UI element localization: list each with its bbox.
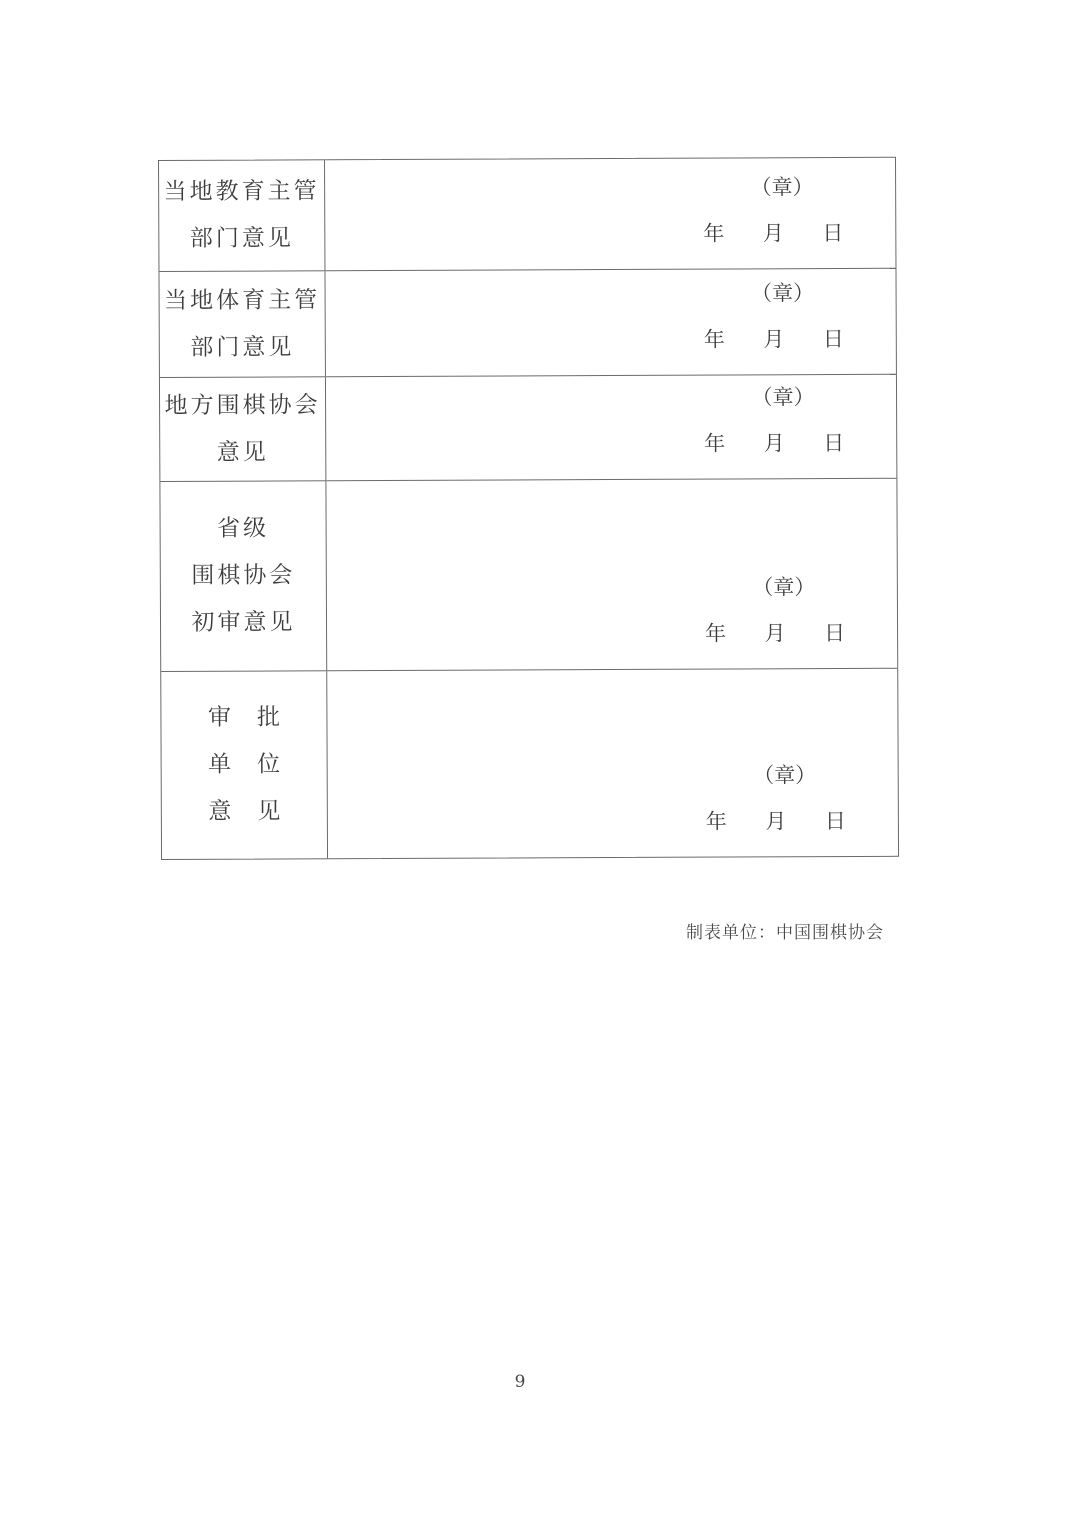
label-line: 审批	[207, 704, 306, 731]
row-label	[160, 377, 326, 481]
seal-date-block	[703, 270, 843, 363]
approval-opinion-table	[158, 157, 899, 860]
page-number: 9	[514, 1372, 526, 1392]
date-year: 年	[705, 621, 727, 646]
date-month: 月	[764, 621, 786, 646]
date-month: 月	[762, 221, 784, 246]
date-month: 月	[765, 809, 787, 834]
form-maker-note: 制表单位：中国围棋协会	[686, 923, 884, 943]
label-line: 初审意见	[191, 609, 296, 636]
row-label	[161, 671, 328, 859]
row-provincial-go-association	[160, 478, 897, 671]
seal-date-block	[703, 164, 843, 257]
row-approval-unit	[161, 668, 898, 859]
seal-text: （章）	[751, 281, 815, 306]
date-day: 日	[822, 327, 844, 352]
label-line: 地方围棋协会	[164, 391, 321, 419]
date-line	[705, 610, 845, 657]
seal-text: （章）	[750, 175, 814, 200]
label-line: 部门意见	[189, 225, 294, 252]
date-month: 月	[763, 327, 785, 352]
label-line: 围棋协会	[191, 562, 296, 589]
date-line	[703, 210, 843, 257]
opinion-field[interactable]	[325, 158, 895, 270]
label-line: 当地教育主管	[163, 178, 320, 205]
date-day: 日	[824, 809, 846, 834]
seal-date-block	[704, 374, 844, 467]
row-label	[160, 481, 327, 671]
date-year: 年	[704, 431, 726, 456]
seal-date-block	[705, 564, 845, 657]
date-day: 日	[824, 621, 846, 646]
label-line: 意见	[208, 798, 307, 825]
label-line: 意见	[216, 439, 269, 466]
date-month: 月	[763, 431, 785, 456]
seal-text: （章）	[751, 385, 815, 410]
label-line: 部门意见	[190, 333, 295, 361]
date-line	[706, 798, 846, 845]
opinion-field[interactable]	[326, 375, 896, 480]
row-sports-department	[159, 268, 895, 377]
label-line: 当地体育主管	[164, 286, 321, 314]
row-education-department	[159, 158, 895, 271]
date-year: 年	[703, 327, 725, 352]
date-day: 日	[822, 221, 844, 246]
opinion-field[interactable]	[325, 269, 895, 376]
row-label	[159, 271, 325, 377]
date-day: 日	[823, 431, 845, 456]
seal-text: （章）	[753, 763, 817, 788]
seal-text: （章）	[752, 575, 816, 600]
date-year: 年	[705, 809, 727, 834]
label-line: 省级	[217, 515, 270, 542]
date-year: 年	[703, 221, 725, 246]
opinion-field[interactable]	[327, 669, 898, 858]
date-line	[704, 420, 844, 467]
date-line	[704, 316, 844, 363]
seal-date-block	[706, 752, 846, 845]
row-label	[159, 160, 325, 271]
opinion-field[interactable]	[326, 479, 897, 670]
row-local-go-association	[160, 374, 896, 481]
label-line: 单位	[208, 751, 307, 778]
